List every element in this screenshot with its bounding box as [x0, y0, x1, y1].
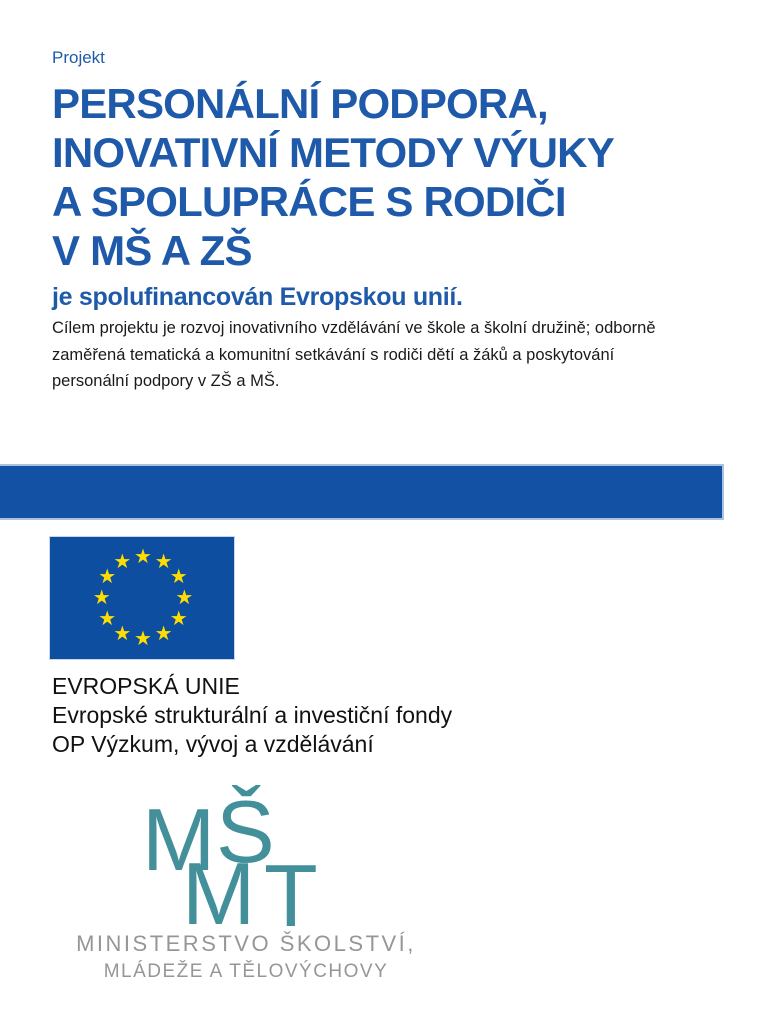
msmt-logo-letter-m2: M [182, 844, 256, 943]
flag-star-icon: ★ [98, 607, 117, 630]
cofinance-statement: je spolufinancován Evropskou unií. [52, 283, 463, 311]
title-line-3: A SPOLUPRÁCE S RODIČI [52, 178, 566, 225]
eu-caption-block [52, 672, 452, 759]
flag-star-icon: ★ [175, 587, 194, 610]
divider-bar [0, 464, 724, 520]
flag-star-icon: ★ [154, 551, 173, 574]
description-line-1: Cílem projektu je rozvoj inovativního vzdělávání ve škole a školní družině; odborně [52, 319, 656, 337]
project-kicker: Projekt [52, 48, 105, 67]
project-title [52, 79, 614, 275]
flag-star-icon: ★ [113, 551, 132, 574]
description-line-3: personální podpory v ZŠ a MŠ. [52, 372, 280, 390]
eu-caption-line-1: EVROPSKÁ UNIE [52, 673, 240, 699]
flag-star-icon: ★ [169, 566, 188, 589]
flag-star-icon: ★ [169, 607, 188, 630]
flag-star-icon: ★ [154, 622, 173, 645]
ministry-caption-line-2: MLÁDEŽE A TĚLOVÝCHOVY [103, 961, 389, 982]
eu-flag-logo [49, 536, 235, 660]
title-line-4: V MŠ A ZŠ [52, 227, 252, 274]
ministry-caption-line-1: MINISTERSTVO ŠKOLSTVÍ, [76, 931, 416, 956]
title-line-2: INOVATIVNÍ METODY VÝUKY [52, 129, 614, 176]
eu-caption-line-2: Evropské strukturální a investiční fondy [52, 702, 453, 728]
msmt-logo-letter-m1: M [142, 790, 216, 889]
ministry-caption [40, 929, 452, 984]
description-line-2: zaměřená tematická a komunitní setkávání s rodiči dětí a žáků a poskytování [52, 345, 615, 364]
flag-star-icon: ★ [92, 587, 111, 610]
project-description [52, 315, 656, 395]
msmt-logo-letter-s: Š [216, 782, 275, 881]
flag-star-icon: ★ [134, 545, 152, 568]
flag-star-icon: ★ [134, 628, 152, 651]
flag-star-icon: ★ [113, 622, 132, 645]
title-line-1: PERSONÁLNÍ PODPORA, [52, 80, 548, 127]
msmt-logo-letter-t: T [264, 846, 318, 945]
flag-star-icon: ★ [98, 566, 117, 589]
eu-caption-line-3: OP Výzkum, vývoj a vzdělávání [52, 731, 374, 757]
eu-flag-stars [50, 537, 234, 659]
